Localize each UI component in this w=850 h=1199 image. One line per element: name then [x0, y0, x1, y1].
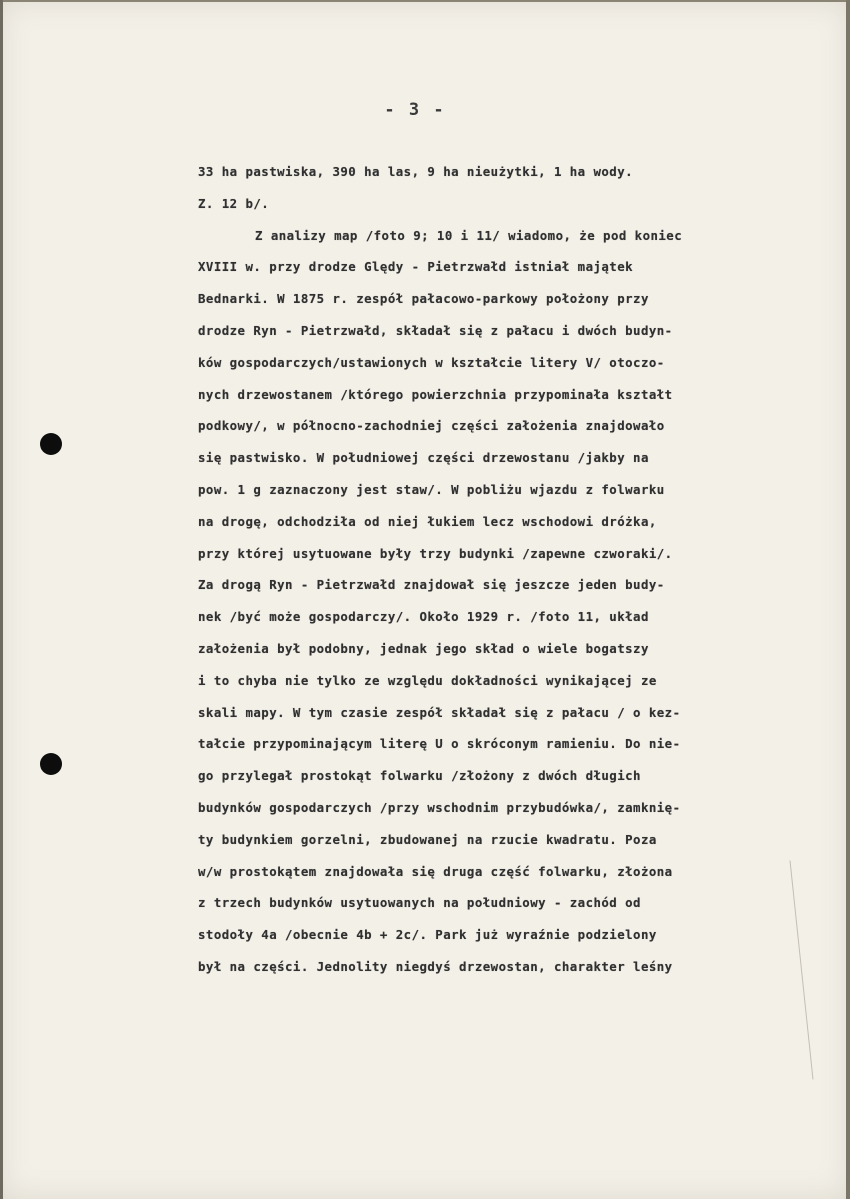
body-text [198, 156, 818, 983]
text-line: z trzech budynków usytuowanych na południowy - zachód od [198, 895, 641, 911]
text-line: założenia był podobny, jednak jego skład o wiele bogatszy [198, 640, 649, 656]
text-line: nek /być może gospodarczy/. Około 1929 r. /foto 11, układ [198, 609, 649, 625]
text-line: w/w prostokątem znajdowała się druga część folwarku, złożona [198, 863, 673, 879]
text-line: budynków gospodarczych /przy wschodnim przybudówka/, zamknię- [198, 799, 681, 815]
text-line: ków gospodarczych/ustawionych w kształcie litery V/ otoczo- [198, 354, 665, 370]
text-line: się pastwisko. W południowej części drzewostanu /jakby na [198, 450, 649, 466]
punch-hole-bottom [40, 753, 62, 775]
text-line: i to chyba nie tylko ze względu dokładności wynikającej ze [198, 672, 657, 688]
text-line: Za drogą Ryn - Pietrzwałd znajdował się jeszcze jeden budy- [198, 577, 665, 593]
text-line: stodoły 4a /obecnie 4b + 2c/. Park już wyraźnie podzielony [198, 927, 657, 943]
punch-hole-top [40, 433, 62, 455]
page-right-edge [846, 0, 850, 1199]
text-line: podkowy/, w północno-zachodniej części założenia znajdowało [198, 418, 665, 434]
page-number: - 3 - [384, 100, 446, 120]
text-line: nych drzewostanem /którego powierzchnia przypominała kształt [198, 386, 673, 402]
page-left-edge [0, 0, 3, 1199]
text-line: 33 ha pastwiska, 390 ha las, 9 ha nieużytki, 1 ha wody. [198, 164, 634, 179]
text-line: Z analizy map /foto 9; 10 i 11/ wiadomo, że pod koniec [255, 227, 683, 243]
page-top-edge [0, 0, 850, 2]
text-line: ty budynkiem gorzelni, zbudowanej na rzucie kwadratu. Poza [198, 831, 657, 847]
text-line: pow. 1 g zaznaczony jest staw/. W pobliżu wjazdu z folwarku [198, 481, 665, 497]
text-line: Bednarki. W 1875 r. zespół pałacowo-parkowy położony przy [198, 291, 649, 307]
text-line: go przylegał prostokąt folwarku /złożony z dwóch długich [198, 768, 641, 784]
text-line: Z. 12 b/. [198, 195, 270, 211]
text-line: XVIII w. przy drodze Ględy - Pietrzwałd istniał majątek [198, 259, 634, 275]
text-line: na drogę, odchodziła od niej łukiem lecz wschodowi dróżka, [198, 513, 657, 529]
text-line: skali mapy. W tym czasie zespół składał się z pałacu / o kez- [198, 704, 681, 720]
text-line: tałcie przypominającym literę U o skróconym ramieniu. Do nie- [198, 736, 681, 752]
text-line: drodze Ryn - Pietrzwałd, składał się z pałacu i dwóch budyn- [198, 322, 673, 338]
text-line: przy której usytuowane były trzy budynki /zapewne czworaki/. [198, 545, 673, 561]
text-line: był na części. Jednolity niegdyś drzewostan, charakter leśny [198, 958, 673, 974]
